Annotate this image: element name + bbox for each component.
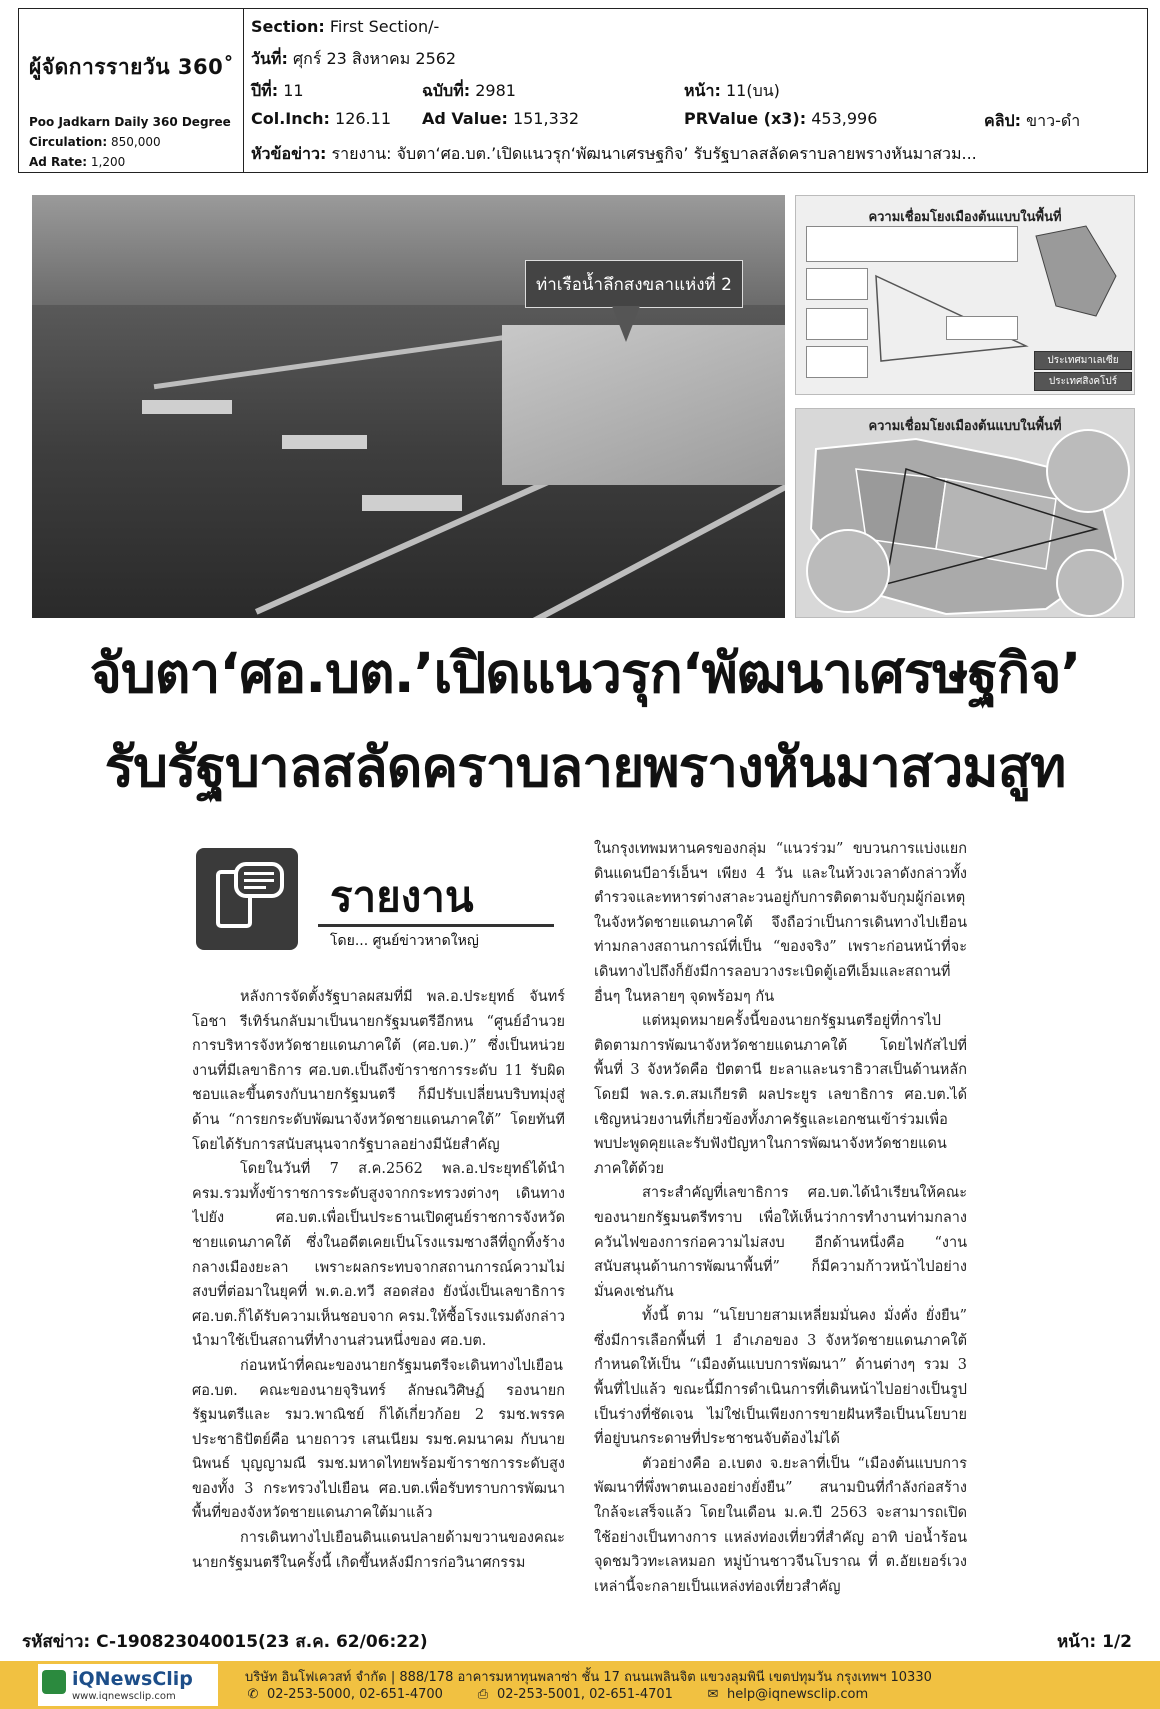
port-pointer [612,306,640,342]
email-icon: ✉ [707,1687,719,1702]
article-column-2 [594,837,967,1613]
page-field: หน้า: 11(บน) [684,81,780,100]
date-row: วันที่: ศุกร์ 23 สิงหาคม 2562 [251,49,457,68]
brand-name: iQNewsClip [72,1668,193,1690]
paragraph: แต่หมุดหมายครั้งนี้ของนายกรัฐมนตรีอยู่ที่การไปติดตามการพัฒนาจังหวัดชายแดนภาคใต้ โดยไฟกัสไปที่พื้นที่ 3 จังหวัดคือ ปัตตานี ยะลาและนราธิวาสเป็นด้านหลัก โดยมี พล.ร.ต.สมเกียรติ ผลประยูร เลขาธิการ ศอ.บต.ได้เชิญหน่วยงานที่เกี่ยวข้องทั้งภาครัฐและเอกชนเข้าร่วมเพื่อพบปะพูดคุยและรับฟังปัญหาในการพัฒนาจังหวัดชายแดนภาคใต้ด้วย [594,1013,967,1177]
mosque-photo [1046,429,1130,513]
headline-line-2: รับรัฐบาลสลัดคราบลายพรางหันมาสวมสูท [104,735,1066,799]
ship [362,495,462,511]
port-terminal [502,325,785,485]
phone-contact: ✆ 02-253-5000, 02-651-4700 [245,1687,443,1702]
ad-rate: Ad Rate: 1,200 [29,155,126,169]
port-rendering-photo [32,195,785,618]
paragraph: การเดินทางไปเยือนดินแดนปลายด้ามขวานของคณะนายกรัฐมนตรีในครั้งนี้ เกิดขึ้นหลังมีการก่อวินาศกรรม [192,1530,565,1571]
section-row: Section: First Section/- [251,17,440,36]
report-label: รายงาน [330,872,474,921]
ship [282,435,367,449]
paragraph: ในกรุงเทพมหานครของกลุ่ม “แนวร่วม” ขบวนการแบ่งแยกดินแดนบีอาร์เอ็นฯ เพียง 4 วัน และในห้วงเวลาดังกล่าวทั้งตำรวจและทหารต่างสาละวนอยู่กับการติดตามจับกุมผู้ก่อเหตุในจังหวัดชายแดนภาคใต้ จึงถือว่าเป็นการเดินทางไปเยือนท่ามกลางสถานการณ์ที่เป็น “ของจริง” เพราะก่อนหน้าที่จะเดินทางไปถึงก็ยังมีการลอบวางระเบิดตู้เอทีเอ็มและสถานที่อื่นๆ ในหลายๆ จุดพร้อมๆ กัน [594,841,967,1005]
paragraph: โดยในวันที่ 7 ส.ค.2562 พล.อ.ประยุทธ์ได้นำ ครม.รวมทั้งข้าราชการระดับสูงจากกระทรวงต่างๆ เดินทางไปยัง ศอ.บต.เพื่อเป็นประธานเปิดศูนย์ราชการจังหวัดชายแดนภาคใต้ ซึ่งในอดีตเคยเป็นโรงแรมซางลีที่ถูกทิ้งร้างกลางเมืองยะลา เพราะผลกระทบจากสถานการณ์ความไม่สงบที่ต่อมาในยุคที่ พ.ต.อ.ทวี สอดส่อง ยังนั่งเป็นเลขาธิการ ศอ.บต.ก็ได้รับความเห็นชอบจาก ครม.ให้ซื้อโรงแรมดังกล่าวนำมาใช้เป็นสถานที่ทำงานส่วนหนึ่งของ ศอ.บต. [192,1161,565,1350]
map-title: ความเชื่อมโยงเมืองต้นแบบในพื้นที่ [868,419,1062,434]
issue-field: ฉบับที่: 2981 [422,81,516,100]
paragraph: สาระสำคัญที่เลขาธิการ ศอ.บต.ได้นำเรียนให้คณะของนายกรัฐมนตรีทราบ เพื่อให้เห็นว่าการทำงานท่ามกลางควันไฟของการก่อความไม่สงบ อีกด้านหนึ่งคือ “งานสนับสนุนด้านการพัฒนาพื้นที่” ก็มีความก้าวหน้าไปอย่างมั่นคงเช่นกัน [594,1185,967,1300]
port-label: ท่าเรือน้ำลึกสงขลาแห่งที่ 2 [525,260,743,308]
paragraph: ก่อนหน้าที่คณะของนายกรัฐมนตรีจะเดินทางไปเยือน ศอ.บต. คณะของนายจุรินทร์ ลักษณวิศิษฏ์ รองนายกรัฐมนตรีและ รมว.พาณิชย์ ก็ได้เกี่ยวก้อย 2 รมช.พรรคประชาธิปัตย์คือ นายถาวร เสนเนียม รมช.คมนาคม กับนายนิพนธ์ บุญญามณี รมช.มหาดไทยพร้อมข้าราชการระดับสูงของทั้ง 3 กระทรวงไปเยือน ศอ.บต.เพื่อรับทราบการพัฒนาพื้นที่ของจังหวัดชายแดนภาคใต้มาแล้ว [192,1357,565,1522]
malaysia-box: ประเทศมาเลเซีย [1034,351,1132,370]
prvalue-field: PRValue (x3): 453,996 [684,109,878,128]
report-chat-icon [196,848,298,950]
paragraph: ตัวอย่างคือ อ.เบตง จ.ยะลาที่เป็น “เมืองต้นแบบการพัฒนาที่พึ่งพาตนเองอย่างยั่งยืน” สนามบินที่กำลังก่อสร้างใกล้จะเสร็จแล้ว โดยในเดือน ม.ค.ปี 2563 จะสามารถเปิดใช้อย่างเป็นทางการ แหล่งท่องเที่ยวที่สำคัญ อาทิ บ่อน้ำร้อนจุดชมวิวทะเลหมอก หมู่บ้านชาวจีนโบราณ ที่ ต.อัยเยอร์เวง เหล่านี้จะกลายเป็นแหล่งท่องเที่ยวสำคัญ [594,1455,967,1595]
circulation: Circulation: 850,000 [29,135,161,149]
clipping-header [18,8,1148,173]
iqnewsclip-logo[interactable] [38,1664,218,1706]
year-field: ปีที่: 11 [251,81,304,100]
page-number: หน้า: 1/2 [1057,1632,1132,1652]
brand-mark-icon [42,1670,66,1694]
landmark-photo [1056,549,1124,617]
email-contact[interactable]: ✉ help@iqnewsclip.com [705,1687,868,1702]
model-city-map [795,408,1135,618]
advalue-field: Ad Value: 151,332 [422,109,580,128]
publication-name: ผู้จัดการรายวัน 360˚ [29,55,235,79]
publication-info [19,9,244,172]
company-address: บริษัท อินโฟเควสท์ จำกัด | 888/178 อาคารมหาทุนพลาซ่า ชั้น 17 ถนนเพลินจิต แขวงลุมพินี เขตปทุมวัน กรุงเทพฯ 10330 [245,1670,932,1685]
report-divider [318,924,554,927]
fax-icon: ⎙ [477,1687,489,1702]
ship [142,400,232,414]
phone-icon: ✆ [247,1687,259,1702]
news-code: รหัสข่าว: C-190823040015(23 ส.ค. 62/06:22) [22,1632,428,1652]
street-photo [806,529,890,613]
clip-color-field: คลิป: ขาว-ดำ [984,111,1081,130]
brand-url[interactable]: www.iqnewsclip.com [72,1691,176,1702]
paragraph: ทั้งนี้ ตาม “นโยบายสามเหลี่ยมมั่นคง มั่งคั่ง ยั่งยืน” ซึ่งมีการเลือกพื้นที่ 1 อำเภอของ 3 จังหวัดชายแดนภาคใต้กำหนดให้เป็น “เมืองต้นแบบการพัฒนา” ด้านต่างๆ รวม 3 พื้นที่ไปแล้ว ขณะนี้มีการดำเนินการที่เดินหน้าไปอย่างเป็นรูปเป็นร่างที่ชัดเจน ไม่ใช่เป็นเพียงการขายฝันหรือเป็นนโยบายที่อยู่บนกระดาษที่ประชาชนจับต้องไม่ได้ [594,1308,967,1448]
article-column-1 [192,985,565,1613]
paragraph: หลังการจัดตั้งรัฐบาลผสมที่มี พล.อ.ประยุทธ์ จันทร์โอชา รีเทิร์นกลับมาเป็นนายกรัฐมนตรีอีกหน “ศูนย์อำนวยการบริหารจังหวัดชายแดนภาคใต้ (ศอ.บต.)” ซึ่งเป็นหน่วยงานที่มีเลขาธิการ ศอ.บต.เป็นถึงข้าราชการระดับ 11 รับผิดชอบและขึ้นตรงกับนายกรัฐมนตรี ก็มีปรับเปลี่ยนบริบทมุ่งสู่ด้าน “การยกระดับพัฒนาจังหวัดชายแดนภาคใต้” โดยทันทีโดยได้รับการสนับสนุนจากรัฐบาลอย่างมีนัยสำคัญ [192,989,565,1153]
publication-english-name: Poo Jadkarn Daily 360 Degree [29,115,231,129]
diagram-box [946,316,1018,340]
report-byline: โดย... ศูนย์ข่าวหาดใหญ่ [330,933,479,949]
fax-contact: ⎙ 02-253-5001, 02-651-4701 [475,1687,673,1702]
connectivity-diagram [795,195,1135,395]
colinch-field: Col.Inch: 126.11 [251,109,391,128]
headline-row: หัวข้อข่าว: รายงาน: จับตา‘ศอ.บต.’เปิดแนวรุก‘พัฒนาเศรษฐกิจ’ รับรัฐบาลสลัดคราบลายพรางหันมาสวม... [251,144,977,163]
singapore-box: ประเทศสิงคโปร์ [1034,372,1132,391]
diagram-title: ความเชื่อมโยงเมืองต้นแบบในพื้นที่ [868,210,1062,225]
clip-metadata [244,9,1147,172]
headline-line-1: จับตา‘ศอ.บต.’เปิดแนวรุก‘พัฒนาเศรษฐกิจ’ [89,641,1081,705]
